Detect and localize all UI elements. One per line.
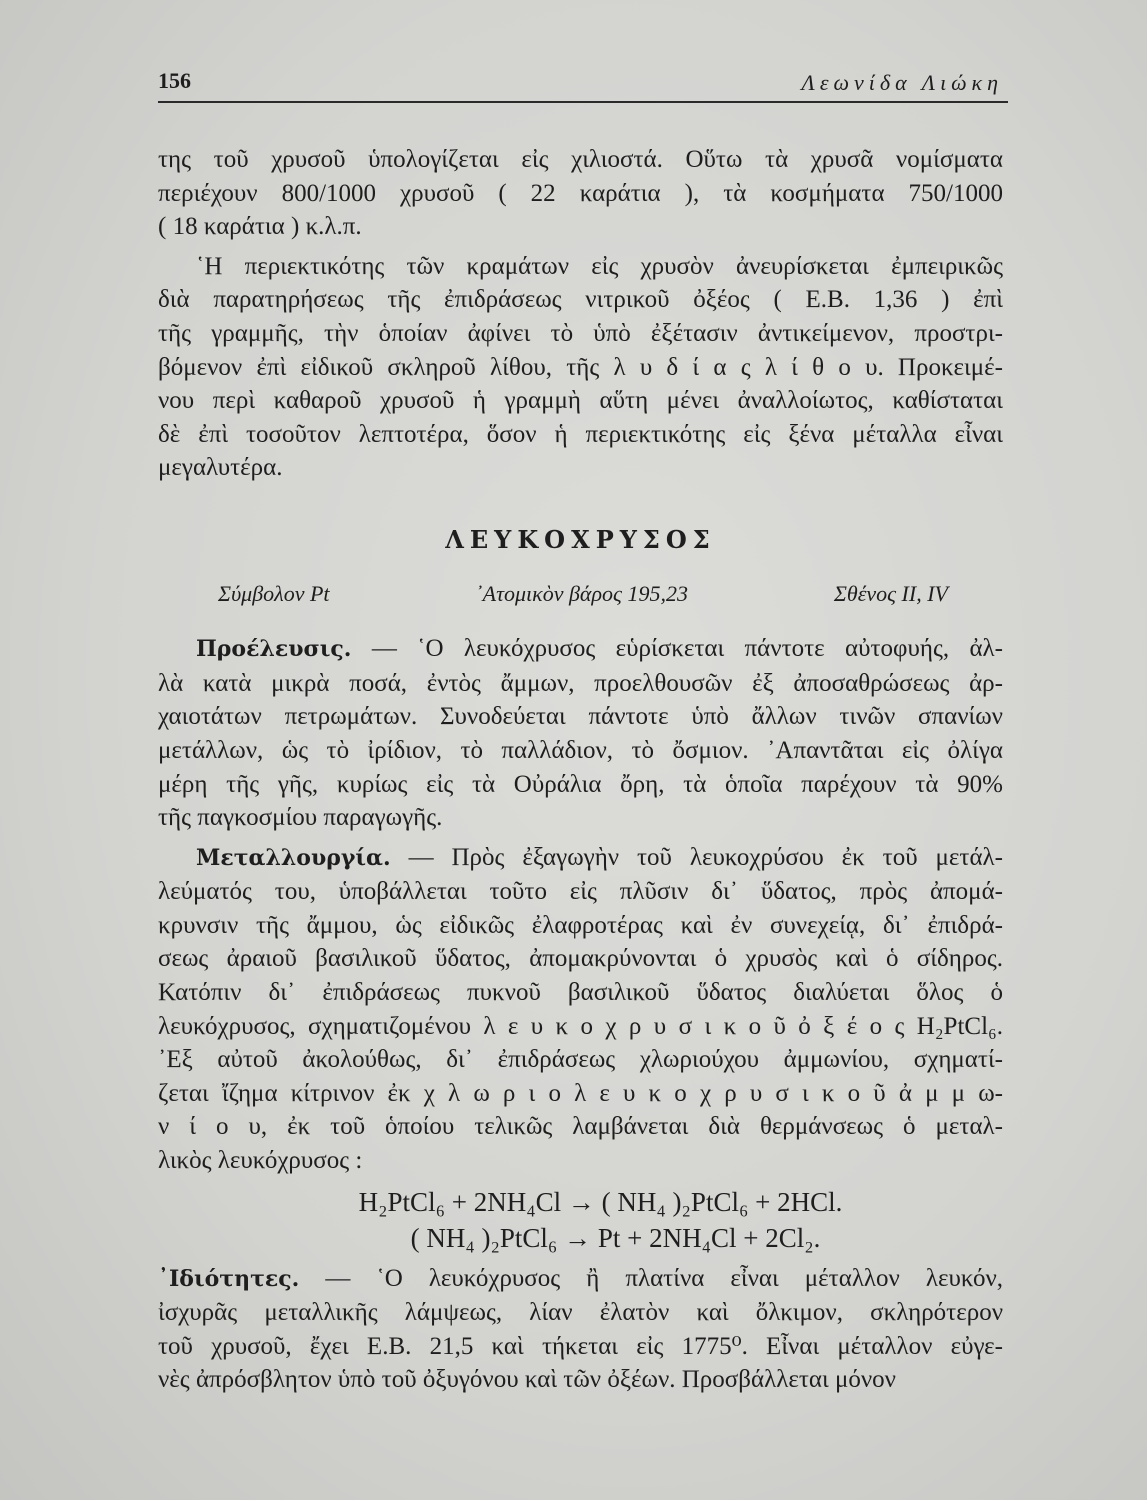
paragraph (158, 1262, 1003, 1397)
paragraphs-before (158, 143, 1003, 485)
text-line (158, 768, 1003, 802)
line-text: διὰ παρατηρήσεως τῆς ἐπιδράσεως νιτρικοῦ ὀξέος ( Ε.Β. 1,36 ) ἐπὶ (158, 286, 1003, 314)
paragraph (158, 632, 1003, 835)
line-text: νου περὶ καθαροῦ χρυσοῦ ἡ γραμμὴ αὕτη μένει ἀναλλοίωτος, καθίσταται (158, 387, 1003, 415)
text-line (158, 734, 1003, 768)
line-text: δὲ ἐπὶ τοσοῦτον λεπτοτέρα, ὅσον ἡ περιεκτικότης εἰς ξένα μέταλλα εἶναι (158, 420, 1003, 448)
line-text: λικὸς λευκόχρυσος : (158, 1147, 363, 1175)
text-line (158, 841, 1003, 876)
line-text: νὲς ἀπρόσβλητον ὑπὸ τοῦ ὀξυγόνου καὶ τῶν ὀξέων. Προσβάλλεται μόνον (158, 1366, 896, 1394)
line-text: μετάλλων, ὡς τὸ ἰρίδιον, τὸ παλλάδιον, τὸ ὄσμιον. ᾿Απαντᾶται εἰς ὀλίγα (158, 736, 1003, 764)
page-number: 156 (158, 68, 191, 93)
text-line (158, 1363, 1003, 1397)
text-line (158, 909, 1003, 943)
paragraph-lead: ᾿Ιδιότητες. (158, 1265, 300, 1292)
body-text (158, 143, 1003, 1403)
text-line (158, 1330, 1003, 1364)
text-line (158, 210, 1003, 244)
line-text: μέρη τῆς γῆς, κυρίως εἰς τὰ Οὐράλια ὄρη, τὰ ὁποῖα παρέχουν τὰ 90% (158, 770, 1003, 798)
text-line (158, 632, 1003, 667)
text-line (158, 1110, 1003, 1144)
line-text: χαιοτάτων πετρωμάτων. Συνοδεύεται πάντοτε ὑπὸ ἄλλων τινῶν σπανίων (158, 703, 1003, 731)
text-line (158, 875, 1003, 909)
header-rule (158, 101, 1008, 103)
atomic-weight: ᾿Ατομικὸν βάρος 195,23 (475, 580, 688, 606)
text-line (158, 384, 1003, 418)
text-line (158, 351, 1003, 385)
line-text: λεύματός του, ὑποβάλλεται τοῦτο εἰς πλῦσιν δι᾿ ὕδατος, πρὸς ἀπομά- (158, 878, 1003, 906)
equation: H₂PtCl₆ + 2NH₄Cl → ( NH₄ )₂PtCl₆ + 2HCl. (358, 1186, 843, 1217)
line-text: — Πρὸς ἐξαγωγὴν τοῦ λευκοχρύσου ἐκ τοῦ μετάλ- (390, 843, 1003, 871)
text-line (158, 700, 1003, 734)
element-symbol: Σύμβολον Pt (218, 580, 330, 606)
line-text: κρυνσιν τῆς ἄμμου, ὡς εἰδικῶς ἐλαφροτέρας καὶ ἐν συνεχείᾳ, δι᾿ ἐπιδρά- (158, 911, 1003, 939)
text-line (158, 250, 1003, 284)
line-text: τοῦ χρυσοῦ, ἔχει Ε.Β. 21,5 καὶ τήκεται εἰς 1775⁰. Εἶναι μέταλλον εὐγε- (158, 1332, 1003, 1360)
line-text: ( 18 καράτια ) κ.λ.π. (158, 213, 362, 241)
line-text: ἰσχυρᾶς μεταλλικῆς λάμψεως, λίαν ἐλατὸν καὶ ὄλκιμον, σκληρότερον (158, 1299, 1003, 1327)
line-text: ν ί ο υ, ἐκ τοῦ ὁποίου τελικῶς λαμβάνεται διὰ θερμάνσεως ὁ μεταλ- (158, 1113, 1003, 1141)
line-text: μεγαλυτέρα. (158, 454, 283, 482)
valence: Σθένος II, IV (833, 580, 948, 606)
paragraph-lead: Μεταλλουργία. (196, 844, 391, 871)
line-text: βόμενον ἐπὶ εἰδικοῦ σκληροῦ λίθου, τῆς λ υ δ ί α ς λ ί θ ο υ. Προκειμέ- (158, 353, 1003, 381)
text-line (158, 451, 1003, 485)
line-text: λευκόχρυσος, σχηματιζομένου λ ε υ κ ο χ ρ υ σ ι κ ο ῦ ὀ ξ έ ο ς H₂PtCl₆. (158, 1012, 1003, 1040)
text-line (158, 1077, 1003, 1111)
line-text: ζεται ἴζημα κίτρινον ἐκ χ λ ω ρ ι ο λ ε υ κ ο χ ρ υ σ ι κ ο ῦ ἀ μ μ ω- (158, 1079, 1003, 1107)
text-line (158, 976, 1003, 1010)
text-line (158, 143, 1003, 177)
paragraphs-end (158, 1262, 1003, 1397)
equation: ( NH₄ )₂PtCl₆ → Pt + 2NH₄Cl + 2Cl₂. (410, 1222, 821, 1253)
text-line (158, 177, 1003, 211)
text-line (158, 283, 1003, 317)
text-line (158, 1144, 1003, 1178)
element-properties-row (158, 577, 1003, 611)
line-text: περιέχουν 800/1000 χρυσοῦ ( 22 καράτια ), τὰ κοσμήματα 750/1000 (158, 179, 1003, 207)
paragraph (158, 143, 1003, 244)
text-line (158, 1043, 1003, 1077)
text-line (158, 942, 1003, 976)
line-text: λὰ κατὰ μικρὰ ποσά, ἐντὸς ἄμμων, προελθουσῶν ἐξ ἀποσαθρώσεως ἀρ- (158, 669, 1003, 697)
text-line (158, 1296, 1003, 1330)
paragraph-lead: Προέλευσις. (196, 636, 352, 663)
paragraph (158, 841, 1003, 1178)
text-line (158, 317, 1003, 351)
text-line (158, 1010, 1003, 1044)
line-text: ῾Η περιεκτικότης τῶν κραμάτων εἰς χρυσὸν ἀνευρίσκεται ἐμπειρικῶς (196, 252, 1003, 280)
line-text: σεως ἀραιοῦ βασιλικοῦ ὕδατος, ἀπομακρύνονται ὁ χρυσὸς καὶ ὁ σίδηρος. (158, 945, 1003, 973)
running-head: Λεωνίδα Λιώκη (801, 70, 1003, 95)
paragraph (158, 250, 1003, 485)
text-line (158, 1262, 1003, 1297)
line-text: ᾿Εξ αὐτοῦ ἀκολούθως, δι᾿ ἐπιδράσεως χλωριούχου ἀμμωνίου, σχηματί- (158, 1046, 1003, 1074)
text-line (158, 667, 1003, 701)
equations (158, 1184, 1003, 1256)
line-text: — ῾Ο λευκόχρυσος ἢ πλατίνα εἶναι μέταλλον λευκόν, (299, 1264, 1003, 1292)
line-text: Κατόπιν δι᾿ ἐπιδράσεως πυκνοῦ βασιλικοῦ ὕδατος διαλύεται ὅλος ὁ (158, 979, 1003, 1007)
paragraphs-after (158, 632, 1003, 1178)
line-text: της τοῦ χρυσοῦ ὑπολογίζεται εἰς χιλιοστά. Οὕτω τὰ χρυσᾶ νομίσματα (158, 146, 1003, 173)
line-text: τῆς γραμμῆς, τὴν ὁποίαν ἀφίνει τὸ ὑπὸ ἐξέτασιν ἀντικείμενον, προστρι- (158, 319, 1003, 347)
line-text: — ῾Ο λευκόχρυσος εὑρίσκεται πάντοτε αὐτοφυής, ἀλ- (351, 635, 1003, 663)
text-line (158, 801, 1003, 835)
line-text: τῆς παγκοσμίου παραγωγῆς. (158, 804, 443, 832)
section-title: ΛΕΥΚΟΧΡΥΣΟΣ (445, 524, 716, 554)
text-line (158, 418, 1003, 452)
